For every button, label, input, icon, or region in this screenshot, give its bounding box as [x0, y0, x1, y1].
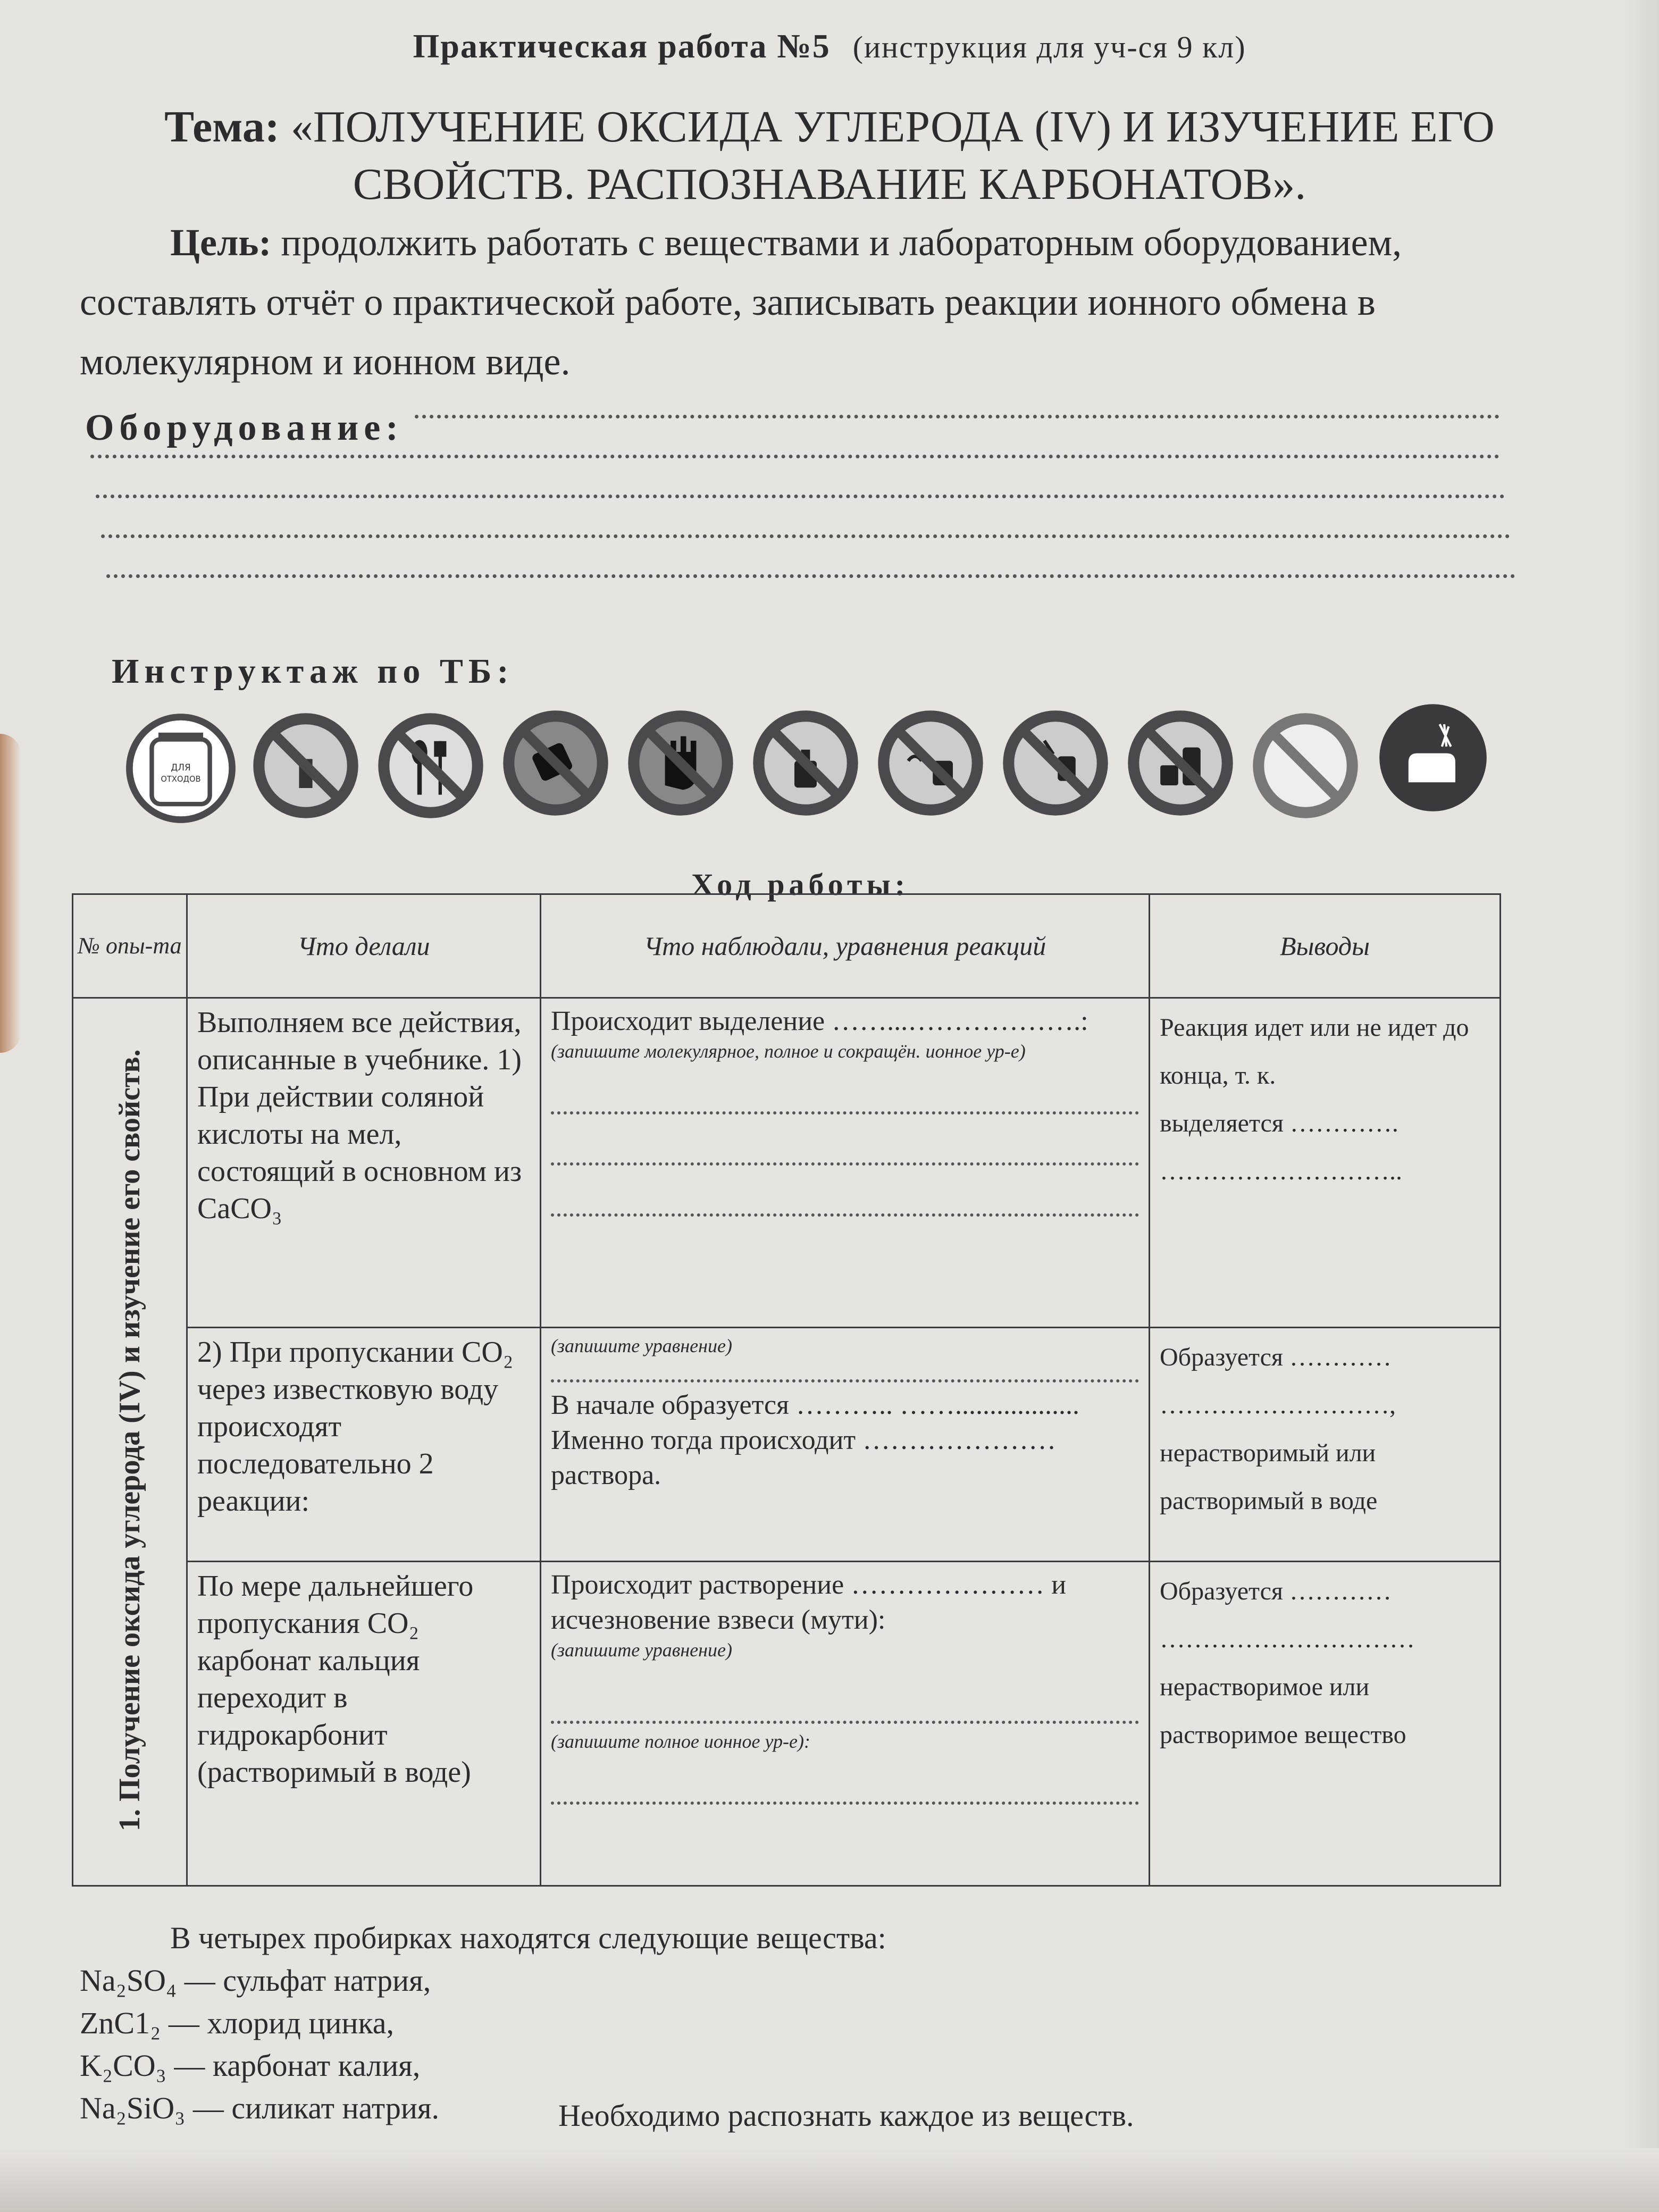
row2-observed-hint: (запишите уравнение)	[551, 1335, 732, 1356]
row2-conclusion-a: Образуется …………	[1160, 1343, 1392, 1371]
no-touching-icon	[625, 707, 736, 819]
waste-icon-text: ДЛЯ	[171, 762, 191, 773]
experiment-title: 1. Получение оксида углерода (IV) и изучение его свойств.	[113, 1049, 146, 1832]
header-did: Что делали	[187, 894, 541, 998]
forbidden-icon	[1250, 710, 1361, 822]
table-header-row	[73, 894, 1501, 998]
row1-conclusion-c: ………………………..	[1160, 1157, 1402, 1185]
substance-item: Na₂SiO₃ — силикат натрия.	[80, 2091, 440, 2125]
row1-observed-hint: (запишите молекулярное, полное и сокращён. ионное ур-е)	[551, 1041, 1026, 1062]
answer-line[interactable]	[551, 1363, 1139, 1382]
no-eating-icon	[375, 710, 487, 822]
equipment-line-4[interactable]	[101, 529, 1510, 538]
substance-item: Na₂SO₄ — сульфат натрия,	[80, 1963, 431, 1998]
row2-did: 2) При пропускании СО₂ через известковую воду происходят последовательно 2 реакции:	[187, 1328, 541, 1562]
no-drinking-icon	[250, 710, 362, 822]
hand-washing-icon	[1377, 702, 1489, 814]
row1-conclusion-a: Реакция идет или не идет до конца, т. к.	[1160, 1013, 1469, 1090]
substances-intro: В четырех пробирках находятся следующие вещества:	[170, 1921, 886, 1955]
title-text: Практическая работа №5	[413, 27, 831, 65]
safety-icons	[125, 702, 1497, 830]
row3-conclusion-a: Образуется …………	[1160, 1577, 1392, 1605]
row2-observed-b: Именно тогда происходит …………………	[551, 1425, 1057, 1455]
goal-text: продолжить работать с веществами и лабораторным оборудованием, составлять отчёт о практической работе, записывать реакции ионного обмена в молекулярном и ионном виде.	[80, 221, 1402, 383]
paper-edge	[1622, 0, 1659, 2212]
row2-observed[interactable]	[541, 1328, 1150, 1562]
progress-title: Ход работы:	[691, 867, 910, 902]
equipment-line-3[interactable]	[96, 489, 1505, 498]
row3-observed[interactable]	[541, 1562, 1150, 1886]
equipment-label-text: Оборудование	[85, 407, 386, 448]
equipment-colon: :	[386, 407, 404, 448]
row3-conclusion-c: нерастворимое или	[1160, 1673, 1370, 1701]
row1-conclusion-b: выделяется ………….	[1160, 1109, 1398, 1137]
waste-icon-text-2: ОТХОДОВ	[161, 775, 201, 784]
no-pouring-icon	[750, 707, 861, 819]
row3-conclusion-d: растворимое вещество	[1160, 1721, 1406, 1749]
no-smelling-icon	[1000, 707, 1111, 819]
table-row	[73, 1328, 1501, 1562]
equipment-line-5[interactable]	[106, 569, 1515, 578]
safety-label: Инструктаж по ТБ:	[112, 652, 514, 691]
no-heating-icon	[875, 707, 986, 819]
experiment-number-cell	[73, 998, 187, 1886]
row2-conclusion[interactable]	[1150, 1328, 1501, 1562]
topic-text: «ПОЛУЧЕНИЕ ОКСИДА УГЛЕРОДА (IV) И ИЗУЧЕНИЕ ЕГО СВОЙСТВ. РАСПОЗНАВАНИЕ КАРБОНАТОВ».	[290, 102, 1495, 209]
header-num: № опы-та	[73, 894, 187, 998]
equipment-line-1[interactable]	[415, 409, 1499, 418]
table-row	[73, 998, 1501, 1328]
equipment-line-2[interactable]	[90, 449, 1499, 458]
row2-observed-a: В начале образуется ……….. ……..................	[551, 1390, 1079, 1420]
table-row	[73, 1562, 1501, 1886]
row1-observed[interactable]	[541, 998, 1150, 1328]
paper-shadow	[0, 2148, 1659, 2212]
row1-observed-text: Происходит выделение ……...……………….:	[551, 1006, 1088, 1036]
header-observed: Что наблюдали, уравнения реакций	[541, 894, 1150, 998]
row3-observed-hint-a: (запишите уравнение)	[551, 1639, 732, 1661]
row2-conclusion-d: растворимый в воде	[1160, 1487, 1378, 1515]
title-note: (инструкция для уч-ся 9 кл)	[852, 30, 1246, 64]
page-title	[0, 27, 1659, 66]
row3-observed-a: Происходит растворение ………………… и исчезновение взвеси (мути):	[551, 1570, 1067, 1635]
work-table	[72, 893, 1501, 1887]
substance-item: K₂CO₃ — карбонат калия,	[80, 2048, 421, 2083]
row3-observed-hint-b: (запишите полное ионное ур-е):	[551, 1731, 810, 1752]
row2-conclusion-c: нерастворимый или	[1160, 1439, 1376, 1467]
topic	[138, 98, 1521, 213]
row3-conclusion[interactable]	[1150, 1562, 1501, 1886]
answer-line[interactable]	[551, 1074, 1139, 1115]
answer-line[interactable]	[551, 1176, 1139, 1217]
no-tasting-icon	[500, 707, 611, 819]
answer-line[interactable]	[551, 1125, 1139, 1166]
task-text: Необходимо распознать каждое из веществ.	[558, 2098, 1134, 2133]
equipment-label	[85, 407, 404, 449]
header-conclusions: Выводы	[1150, 894, 1501, 998]
no-mixing-icon	[1125, 707, 1236, 819]
answer-line[interactable]	[551, 1764, 1139, 1805]
finger-shadow	[0, 734, 21, 1053]
goal	[80, 213, 1515, 391]
row2-observed-c: раствора.	[551, 1460, 661, 1490]
row3-did: По мере дальнейшего пропускания СО₂ карбонат кальция переходит в гидрокарбонит (растворимый в воде)	[187, 1562, 541, 1886]
substance-item: ZnC1₂ — хлорид цинка,	[80, 2006, 394, 2040]
row2-conclusion-b: ………………………,	[1160, 1391, 1396, 1419]
answer-line[interactable]	[551, 1683, 1139, 1724]
row3-conclusion-b: …………………………	[1160, 1625, 1415, 1653]
row1-did: Выполняем все действия, описанные в учебнике. 1) При действии соляной кислоты на мел, состоящий в основном из СаСО₃	[187, 998, 541, 1328]
goal-label: Цель:	[170, 221, 272, 264]
row1-conclusion[interactable]	[1150, 998, 1501, 1328]
topic-label: Тема:	[164, 102, 280, 152]
waste-container-icon	[125, 713, 237, 824]
